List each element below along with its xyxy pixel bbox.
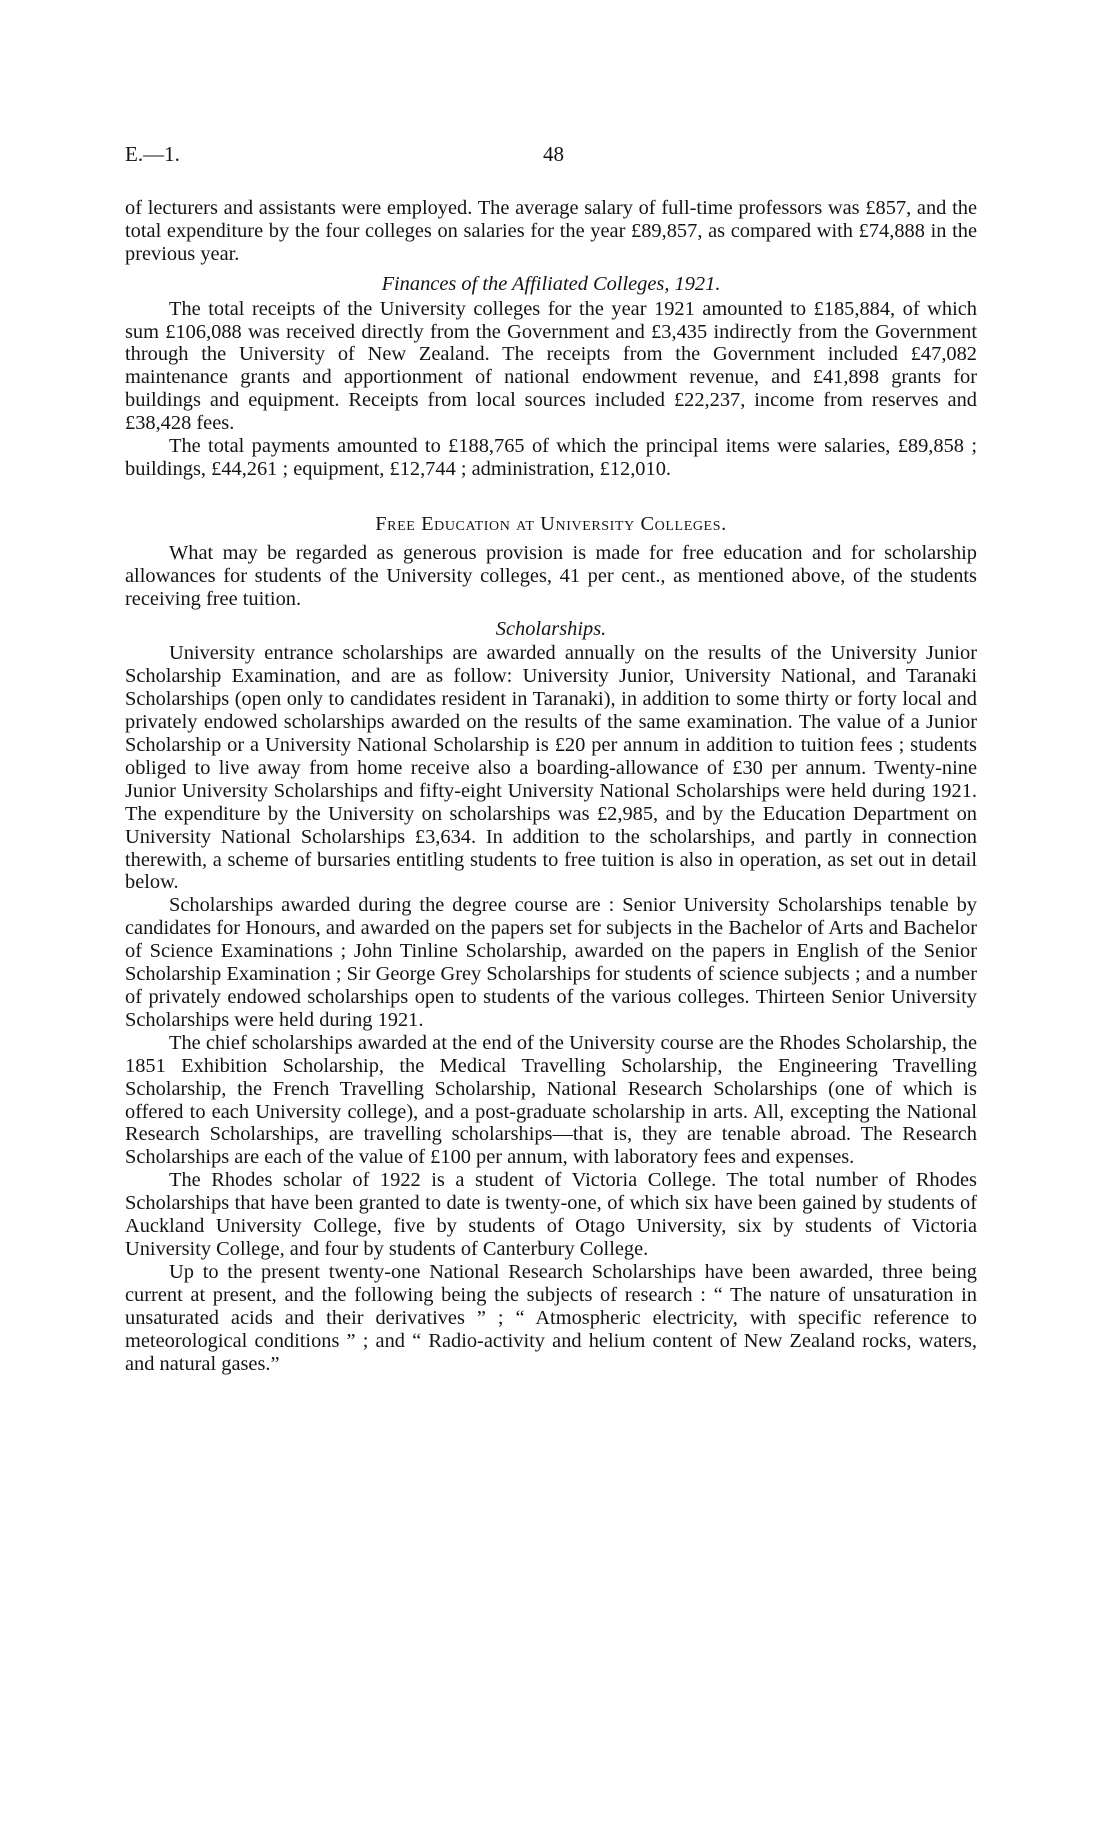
- subheading-scholarships: Scholarships.: [495, 617, 607, 640]
- paragraph-intro: of lecturers and assistants were employed. The average salary of full-time professors was £857, and the total expenditure by the four colleges on salaries for the year £89,857, as compared with £74,888 in the previous year.: [125, 197, 977, 265]
- subheading-finances: Finances of the Affiliated Colleges, 1921.: [381, 272, 721, 295]
- paragraph-entrance-scholarships: University entrance scholarships are awarded annually on the results of the University Junior Scholarship Examination, and are as follow: University Junior, University National, and Taranaki Scholarships (open only to candidates resident in Taranaki), in addition to some thirty or forty local and privately endowed scholarships awarded on the results of the same examination. The value of a Junior Scholarship or a University National Scholarship is £20 per annum in addition to tuition fees ; students obliged to live away from home receive also a boarding-allowance of £30 per annum. Twenty-nine Junior University Scholarships and fifty-eight University National Scholarships were held during 1921. The expenditure by the University on scholarships was £2,985, and by the Education Department on University National Scholarships £3,634. In addition to the scholarships, and partly in connection therewith, a scheme of bursaries entitling students to free tuition is also in operation, as set out in detail below.: [125, 642, 977, 894]
- paragraph-receipts: The total receipts of the University colleges for the year 1921 amounted to £185,884, of which sum £106,088 was received directly from the Government and £3,435 indirectly from the Government through the University of New Zealand. The receipts from the Government included £47,082 maintenance grants and apportionment of national endowment revenue, and £41,898 grants for buildings and equipment. Receipts from local sources included £22,237, income from reserves and £38,428 fees.: [125, 297, 977, 435]
- paragraph-chief-scholarships: The chief scholarships awarded at the end of the University course are the Rhodes Scholarship, the 1851 Exhibition Scholarship, the Medical Travelling Scholarship, the Engineering Travelling Scholarship, the French Travelling Scholarship, National Research Scholarships (one of which is offered to each University college), and a post-graduate scholarship in arts. All, excepting the National Research Scholarships, are travelling scholarships—that is, they are tenable abroad. The Research Scholarships are each of the value of £100 per annum, with laboratory fees and expenses.: [125, 1031, 977, 1169]
- paragraph-free-education: What may be regarded as generous provision is made for free education and for scholarship allowances for students of the University colleges, 41 per cent., as mentioned above, of the students receiving free tuition.: [125, 541, 977, 610]
- paragraph-degree-scholarships: Scholarships awarded during the degree course are : Senior University Scholarships tenable by candidates for Honours, and awarded on the papers set for subjects in the Bachelor of Arts and Bachelor of Science Examinations ; John Tinline Scholarship, awarded on the papers in English of the Senior Scholarship Examination ; Sir George Grey Scholarships for students of science subjects ; and a number of privately endowed scholarships open to students of the various colleges. Thirteen Senior University Scholarships were held during 1921.: [125, 894, 977, 1031]
- section-heading-free-education: Free Education at University Colleges.: [375, 512, 727, 535]
- document-page: [125, 143, 977, 1375]
- paragraph-rhodes: The Rhodes scholar of 1922 is a student of Victoria College. The total number of Rhodes Scholarships that have been granted to date is twenty-one, of which six have been gained by students of Auckland University College, five by students of Otago University, six by students of Victoria University College, and four by students of Canterbury College.: [125, 1169, 977, 1260]
- page-header: [125, 143, 977, 173]
- paragraph-research: Up to the present twenty-one National Research Scholarships have been awarded, three being current at present, and the following being the subjects of research : “ The nature of unsaturation in unsaturated acids and their derivatives ” ; “ Atmospheric electricity, with specific reference to meteorological conditions ” ; and “ Radio-activity and helium content of New Zealand rocks, waters, and natural gases.”: [125, 1260, 977, 1375]
- page-number: 48: [543, 142, 564, 166]
- paragraph-payments: The total payments amounted to £188,765 of which the principal items were salaries, £89,858 ; buildings, £44,261 ; equipment, £12,744 ; administration, £12,010.: [125, 435, 977, 480]
- document-reference: E.—1.: [125, 142, 180, 166]
